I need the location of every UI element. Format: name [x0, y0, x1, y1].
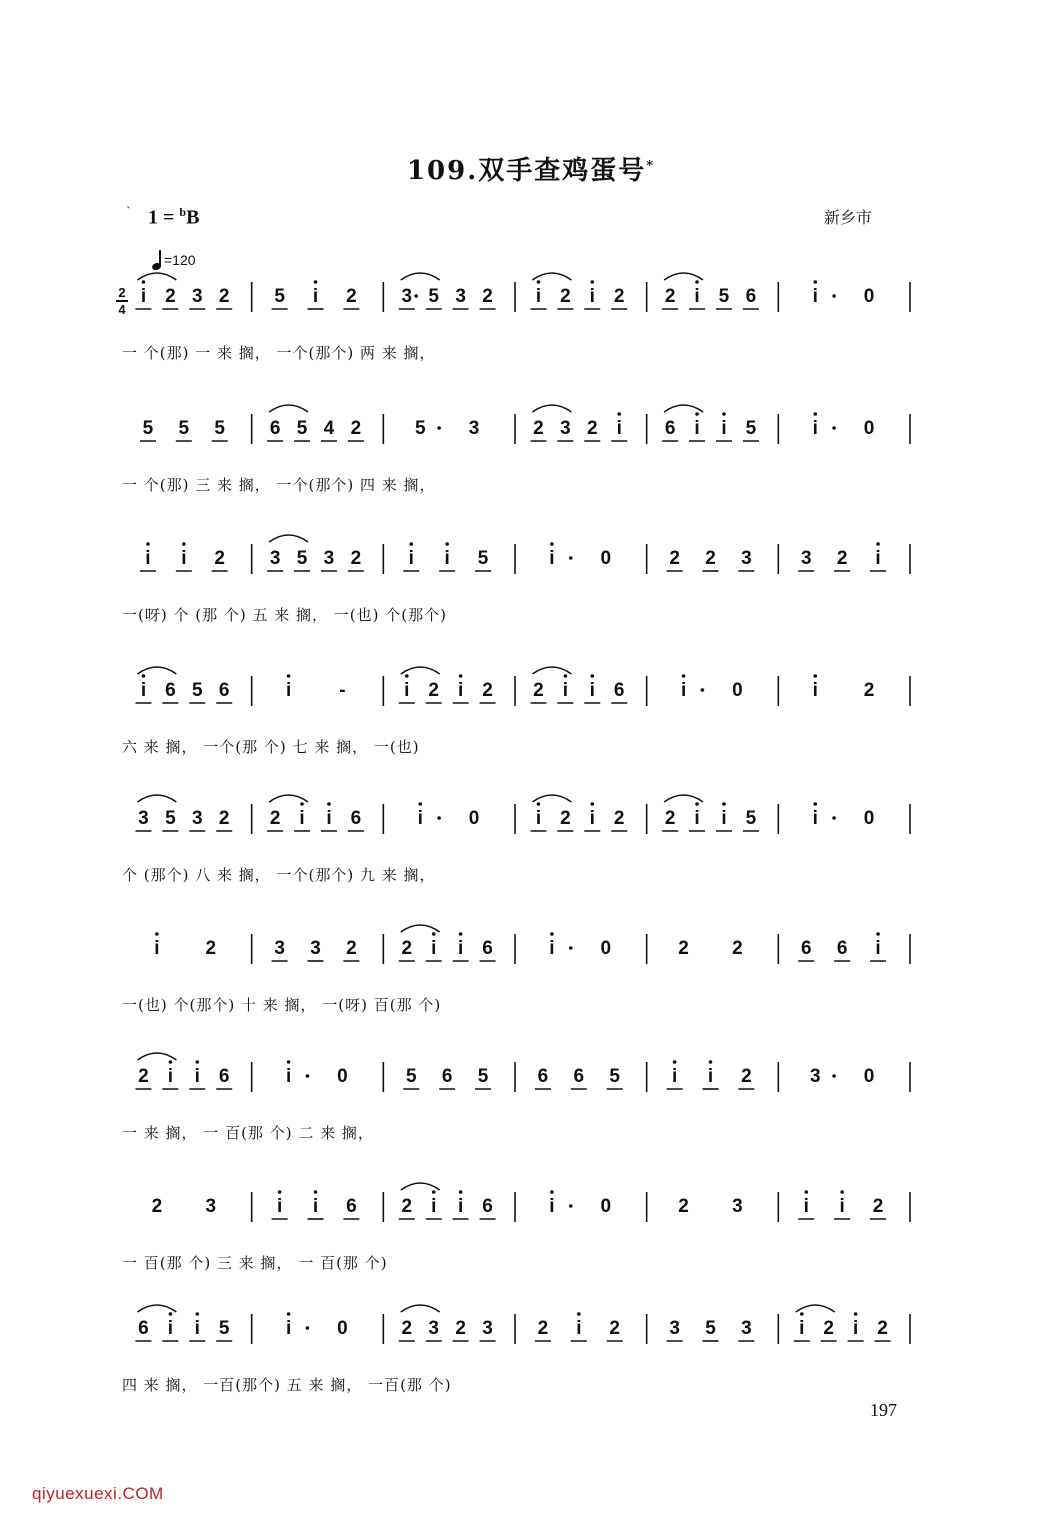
- note-symbol: 2: [151, 1196, 163, 1217]
- note-symbol: 3: [741, 548, 752, 569]
- notation-row: [118, 1318, 918, 1358]
- octave-dot: [800, 1312, 804, 1316]
- note-symbol: 0: [732, 680, 743, 701]
- augmentation-dot: [569, 1204, 573, 1208]
- note-symbol: i: [680, 680, 687, 701]
- octave-dot: [695, 412, 699, 416]
- note-symbol: 2: [455, 1318, 466, 1339]
- octave-dot: [142, 674, 146, 678]
- notation-row: [118, 808, 918, 848]
- note-symbol: i: [535, 808, 542, 829]
- note-symbol: i: [285, 680, 292, 701]
- note-symbol: i: [839, 1196, 845, 1217]
- octave-dot: [673, 1060, 677, 1064]
- note-symbol: i: [799, 1318, 805, 1339]
- note-symbol: 0: [337, 1066, 348, 1087]
- note-symbol: i: [145, 548, 151, 569]
- song-title-text: 109.双手查鸡蛋号: [406, 156, 647, 186]
- slur-arc: [401, 667, 440, 674]
- octave-dot: [445, 542, 449, 546]
- note-symbol: i: [285, 1066, 292, 1087]
- note-symbol: 0: [600, 548, 612, 569]
- octave-dot: [459, 1190, 463, 1194]
- note-symbol: 5: [165, 808, 176, 829]
- note-symbol: 2: [214, 548, 226, 569]
- slur-arc: [401, 1305, 440, 1312]
- augmentation-dot: [306, 1074, 310, 1078]
- octave-dot: [432, 1190, 436, 1194]
- note-symbol: 5: [477, 548, 489, 569]
- octave-dot: [804, 1190, 808, 1194]
- note-symbol: i: [549, 548, 555, 569]
- octave-dot: [287, 1312, 291, 1316]
- note-symbol: i: [875, 938, 881, 959]
- octave-dot: [577, 1312, 581, 1316]
- note-symbol: 6: [613, 680, 625, 701]
- note-symbol: 2: [401, 938, 413, 959]
- note-symbol: 6: [745, 286, 757, 307]
- note-symbol: i: [285, 1318, 292, 1339]
- note-symbol: 2: [863, 680, 875, 701]
- note-symbol: 2: [401, 1196, 413, 1217]
- note-symbol: i: [549, 1196, 555, 1217]
- octave-dot: [590, 802, 594, 806]
- note-symbol: i: [444, 548, 450, 569]
- slur-arc: [137, 273, 176, 280]
- key-prefix: 1 =: [148, 206, 175, 229]
- note-symbol: 2: [428, 680, 439, 701]
- notation-row: [118, 418, 918, 458]
- note-symbol: 2: [823, 1318, 834, 1339]
- note-symbol: 6: [138, 1318, 149, 1339]
- note-symbol: 0: [468, 808, 480, 829]
- lyrics-row: 一 个(那) 一 来 搁， 一个(那个) 两 来 搁，: [122, 344, 436, 362]
- note-symbol: 2: [560, 808, 571, 829]
- key-note: B: [186, 206, 200, 229]
- note-symbol: 2: [732, 938, 743, 959]
- note-symbol: 2: [705, 548, 716, 569]
- note-symbol: 2: [678, 938, 689, 959]
- note-symbol: i: [694, 286, 700, 307]
- note-symbol: i: [408, 548, 414, 569]
- note-symbol: 3: [401, 286, 413, 307]
- note-symbol: i: [671, 1066, 678, 1087]
- slur-arc: [401, 1183, 440, 1190]
- note-symbol: i: [589, 286, 595, 307]
- note-symbol: 2: [138, 1066, 149, 1087]
- flat-mark: b: [179, 205, 187, 219]
- octave-dot: [300, 802, 304, 806]
- note-symbol: i: [194, 1318, 200, 1339]
- slur-arc: [269, 795, 308, 802]
- note-symbol: 6: [664, 418, 676, 439]
- octave-dot: [278, 1190, 282, 1194]
- note-symbol: 5: [609, 1066, 621, 1087]
- slur-arc: [532, 273, 571, 280]
- slur-arc: [532, 795, 571, 802]
- note-symbol: 3: [428, 1318, 439, 1339]
- slur-arc: [532, 667, 571, 674]
- note-symbol: 6: [269, 418, 281, 439]
- note-symbol: 6: [350, 808, 362, 829]
- note-symbol: 2: [533, 418, 544, 439]
- octave-dot: [876, 542, 880, 546]
- note-symbol: 3: [800, 548, 812, 569]
- note-symbol: 2: [350, 418, 362, 439]
- octave-dot: [876, 932, 880, 936]
- note-symbol: i: [312, 286, 319, 307]
- note-symbol: i: [589, 680, 595, 701]
- note-symbol: 5: [718, 286, 730, 307]
- note-symbol: i: [549, 938, 555, 959]
- augmentation-dot: [306, 1326, 310, 1330]
- note-symbol: 3: [269, 548, 281, 569]
- note-symbol: 5: [705, 1318, 716, 1339]
- note-symbol: i: [457, 680, 464, 701]
- note-symbol: 2: [269, 808, 281, 829]
- note-symbol: 5: [414, 418, 426, 439]
- octave-dot: [287, 674, 291, 678]
- slur-arc: [137, 1053, 176, 1060]
- note-symbol: i: [721, 808, 727, 829]
- note-symbol: i: [181, 548, 187, 569]
- note-symbol: 6: [573, 1066, 585, 1087]
- note-symbol: 2: [609, 1318, 621, 1339]
- octave-dot: [550, 1190, 554, 1194]
- note-symbol: i: [167, 1318, 174, 1339]
- note-symbol: i: [457, 1196, 464, 1217]
- note-symbol: 2: [560, 286, 571, 307]
- augmentation-dot: [832, 294, 836, 298]
- octave-dot: [169, 1060, 173, 1064]
- note-symbol: 3: [192, 808, 203, 829]
- note-symbol: 5: [214, 418, 226, 439]
- key-signature: ` 1 = $^b$B: [126, 205, 200, 229]
- note-symbol: 2: [218, 808, 230, 829]
- note-symbol: i: [299, 808, 305, 829]
- note-symbol: i: [417, 808, 423, 829]
- note-symbol: i: [457, 938, 464, 959]
- octave-dot: [590, 280, 594, 284]
- note-symbol: 6: [346, 1196, 357, 1217]
- slur-arc: [137, 667, 176, 674]
- time-sig-bottom: 4: [118, 301, 126, 317]
- site-watermark: qiyuexuexi.COM: [32, 1484, 164, 1503]
- lyrics-row: 一 百(那 个) 三 来 搁， 一 百(那 个): [122, 1254, 388, 1272]
- note-symbol: 3: [482, 1318, 493, 1339]
- note-symbol: i: [140, 680, 147, 701]
- note-symbol: 2: [346, 938, 357, 959]
- page-number: 197: [870, 1400, 897, 1420]
- octave-dot: [146, 542, 150, 546]
- note-symbol: 6: [482, 1196, 493, 1217]
- note-symbol: 2: [877, 1318, 888, 1339]
- slur-arc: [664, 273, 703, 280]
- note-symbol: 2: [664, 808, 676, 829]
- note-symbol: 2: [537, 1318, 549, 1339]
- note-symbol: 3: [323, 548, 335, 569]
- notation-row: [118, 1066, 918, 1106]
- slur-arc: [137, 1305, 176, 1312]
- note-symbol: 0: [863, 418, 875, 439]
- octave-dot: [327, 802, 331, 806]
- slur-arc: [664, 795, 703, 802]
- augmentation-dot: [569, 556, 573, 560]
- note-symbol: i: [326, 808, 332, 829]
- octave-dot: [813, 280, 817, 284]
- note-symbol: i: [694, 418, 700, 439]
- note-symbol: 2: [533, 680, 544, 701]
- note-symbol: -: [339, 680, 346, 701]
- octave-dot: [564, 674, 568, 678]
- note-symbol: 2: [836, 548, 848, 569]
- octave-dot: [695, 280, 699, 284]
- augmentation-dot: [832, 426, 836, 430]
- slur-arc: [137, 795, 176, 802]
- note-symbol: 3: [455, 286, 466, 307]
- note-symbol: i: [276, 1196, 283, 1217]
- note-symbol: i: [812, 808, 818, 829]
- notation-row: [118, 286, 918, 326]
- note-symbol: 0: [600, 1196, 612, 1217]
- note-symbol: i: [852, 1318, 859, 1339]
- note-symbol: 5: [274, 286, 285, 307]
- octave-dot: [840, 1190, 844, 1194]
- note-symbol: i: [562, 680, 569, 701]
- note-symbol: 6: [836, 938, 848, 959]
- note-symbol: i: [154, 938, 160, 959]
- augmentation-dot: [832, 1074, 836, 1078]
- note-symbol: 5: [296, 418, 308, 439]
- note-symbol: i: [694, 808, 700, 829]
- octave-dot: [813, 802, 817, 806]
- slur-arc: [401, 925, 440, 932]
- note-symbol: 5: [745, 418, 757, 439]
- note-symbol: i: [312, 1196, 319, 1217]
- note-symbol: i: [404, 680, 410, 701]
- note-symbol: 2: [482, 286, 493, 307]
- octave-dot: [155, 932, 159, 936]
- octave-dot: [314, 1190, 318, 1194]
- note-symbol: i: [589, 808, 595, 829]
- note-symbol: 2: [613, 286, 625, 307]
- note-symbol: 5: [142, 418, 154, 439]
- octave-dot: [550, 932, 554, 936]
- octave-dot: [418, 802, 422, 806]
- note-symbol: 2: [664, 286, 676, 307]
- note-symbol: 6: [218, 680, 230, 701]
- note-symbol: 5: [178, 418, 190, 439]
- slur-arc: [664, 405, 703, 412]
- octave-dot: [537, 802, 541, 806]
- note-symbol: 6: [441, 1066, 453, 1087]
- note-symbol: 2: [587, 418, 598, 439]
- note-symbol: i: [431, 1196, 437, 1217]
- augmentation-dot: [437, 816, 441, 820]
- slur-arc: [269, 405, 308, 412]
- augmentation-dot: [414, 294, 418, 298]
- lyrics-row: 一(呀) 个 (那 个) 五 来 搁， 一(也) 个(那个): [122, 606, 447, 624]
- augmentation-dot: [437, 426, 441, 430]
- note-symbol: 5: [405, 1066, 417, 1087]
- lyrics-row: 四 来 搁， 一百(那个) 五 来 搁， 一百(那 个): [122, 1376, 452, 1394]
- octave-dot: [722, 802, 726, 806]
- note-symbol: 5: [192, 680, 203, 701]
- octave-dot: [195, 1060, 199, 1064]
- region-label: 新乡市: [823, 208, 872, 227]
- lyrics-row: 一 个(那) 三 来 搁， 一个(那个) 四 来 搁，: [122, 476, 436, 494]
- note-symbol: i: [194, 1066, 200, 1087]
- note-symbol: 5: [428, 286, 439, 307]
- octave-dot: [813, 412, 817, 416]
- note-symbol: 6: [165, 680, 176, 701]
- note-symbol: 5: [745, 808, 757, 829]
- octave-dot: [459, 932, 463, 936]
- note-symbol: 6: [800, 938, 812, 959]
- note-symbol: 2: [613, 808, 625, 829]
- note-symbol: 0: [863, 286, 875, 307]
- octave-dot: [182, 542, 186, 546]
- octave-dot: [854, 1312, 858, 1316]
- note-symbol: 2: [205, 938, 217, 959]
- octave-dot: [405, 674, 409, 678]
- slur-arc: [269, 535, 308, 542]
- octave-dot: [195, 1312, 199, 1316]
- notation-row: [118, 1196, 918, 1236]
- note-symbol: 3: [192, 286, 203, 307]
- note-symbol: 2: [218, 286, 230, 307]
- note-symbol: i: [431, 938, 437, 959]
- octave-dot: [617, 412, 621, 416]
- title-footnote-mark: *: [646, 158, 656, 174]
- octave-dot: [682, 674, 686, 678]
- octave-dot: [590, 674, 594, 678]
- song-title: [0, 150, 1062, 187]
- octave-dot: [550, 542, 554, 546]
- note-symbol: 2: [669, 548, 680, 569]
- note-symbol: 3: [205, 1196, 217, 1217]
- note-symbol: 3: [741, 1318, 752, 1339]
- note-symbol: 5: [218, 1318, 230, 1339]
- note-symbol: i: [875, 548, 881, 569]
- note-symbol: i: [721, 418, 727, 439]
- lyrics-row: 六 来 搁， 一个(那 个) 七 来 搁， 一(也): [122, 738, 420, 756]
- note-symbol: i: [140, 286, 147, 307]
- note-symbol: 2: [346, 286, 357, 307]
- octave-dot: [459, 674, 463, 678]
- note-symbol: 5: [296, 548, 308, 569]
- notation-row: [118, 548, 918, 588]
- octave-dot: [287, 1060, 291, 1064]
- note-symbol: i: [576, 1318, 582, 1339]
- note-symbol: 3: [138, 808, 149, 829]
- augmentation-dot: [569, 946, 573, 950]
- octave-dot: [142, 280, 146, 284]
- note-symbol: 3: [669, 1318, 680, 1339]
- note-symbol: 4: [323, 418, 335, 439]
- lyrics-row: 个 (那个) 八 来 搁， 一个(那个) 九 来 搁，: [122, 866, 436, 884]
- note-symbol: 6: [218, 1066, 230, 1087]
- note-symbol: i: [812, 418, 818, 439]
- note-symbol: i: [812, 680, 818, 701]
- octave-dot: [169, 1312, 173, 1316]
- note-symbol: 2: [350, 548, 362, 569]
- augmentation-dot: [832, 816, 836, 820]
- note-symbol: 3: [809, 1066, 821, 1087]
- note-symbol: 0: [863, 1066, 875, 1087]
- note-symbol: i: [812, 286, 818, 307]
- note-symbol: 0: [863, 808, 875, 829]
- note-symbol: 3: [732, 1196, 743, 1217]
- note-symbol: i: [535, 286, 542, 307]
- lyrics-row: 一(也) 个(那个) 十 来 搁， 一(呀) 百(那 个): [122, 996, 442, 1014]
- note-symbol: 6: [537, 1066, 549, 1087]
- time-sig-top: 2: [118, 285, 126, 300]
- octave-dot: [409, 542, 413, 546]
- octave-dot: [432, 932, 436, 936]
- note-symbol: i: [707, 1066, 714, 1087]
- note-symbol: 3: [274, 938, 285, 959]
- octave-dot: [722, 412, 726, 416]
- note-symbol: 3: [468, 418, 480, 439]
- note-symbol: 6: [482, 938, 493, 959]
- note-symbol: 2: [401, 1318, 413, 1339]
- note-symbol: i: [803, 1196, 809, 1217]
- slur-arc: [401, 273, 440, 280]
- octave-dot: [813, 674, 817, 678]
- note-symbol: 0: [337, 1318, 348, 1339]
- note-symbol: 3: [560, 418, 571, 439]
- notation-row: [118, 938, 918, 978]
- slur-arc: [796, 1305, 835, 1312]
- note-symbol: 3: [310, 938, 321, 959]
- octave-dot: [709, 1060, 713, 1064]
- augmentation-dot: [701, 688, 705, 692]
- octave-dot: [537, 280, 541, 284]
- note-symbol: 5: [477, 1066, 489, 1087]
- note-symbol: 2: [482, 680, 493, 701]
- slur-arc: [532, 405, 571, 412]
- note-symbol: 0: [600, 938, 612, 959]
- note-symbol: 2: [165, 286, 176, 307]
- notation-row: [118, 680, 918, 720]
- note-symbol: i: [167, 1066, 174, 1087]
- octave-dot: [695, 802, 699, 806]
- note-symbol: 2: [872, 1196, 884, 1217]
- note-symbol: 2: [678, 1196, 689, 1217]
- tempo-value: =120: [164, 252, 196, 268]
- lyrics-row: 一 来 搁， 一 百(那 个) 二 来 搁，: [122, 1124, 374, 1142]
- octave-dot: [314, 280, 318, 284]
- note-symbol: 2: [741, 1066, 752, 1087]
- note-symbol: i: [616, 418, 622, 439]
